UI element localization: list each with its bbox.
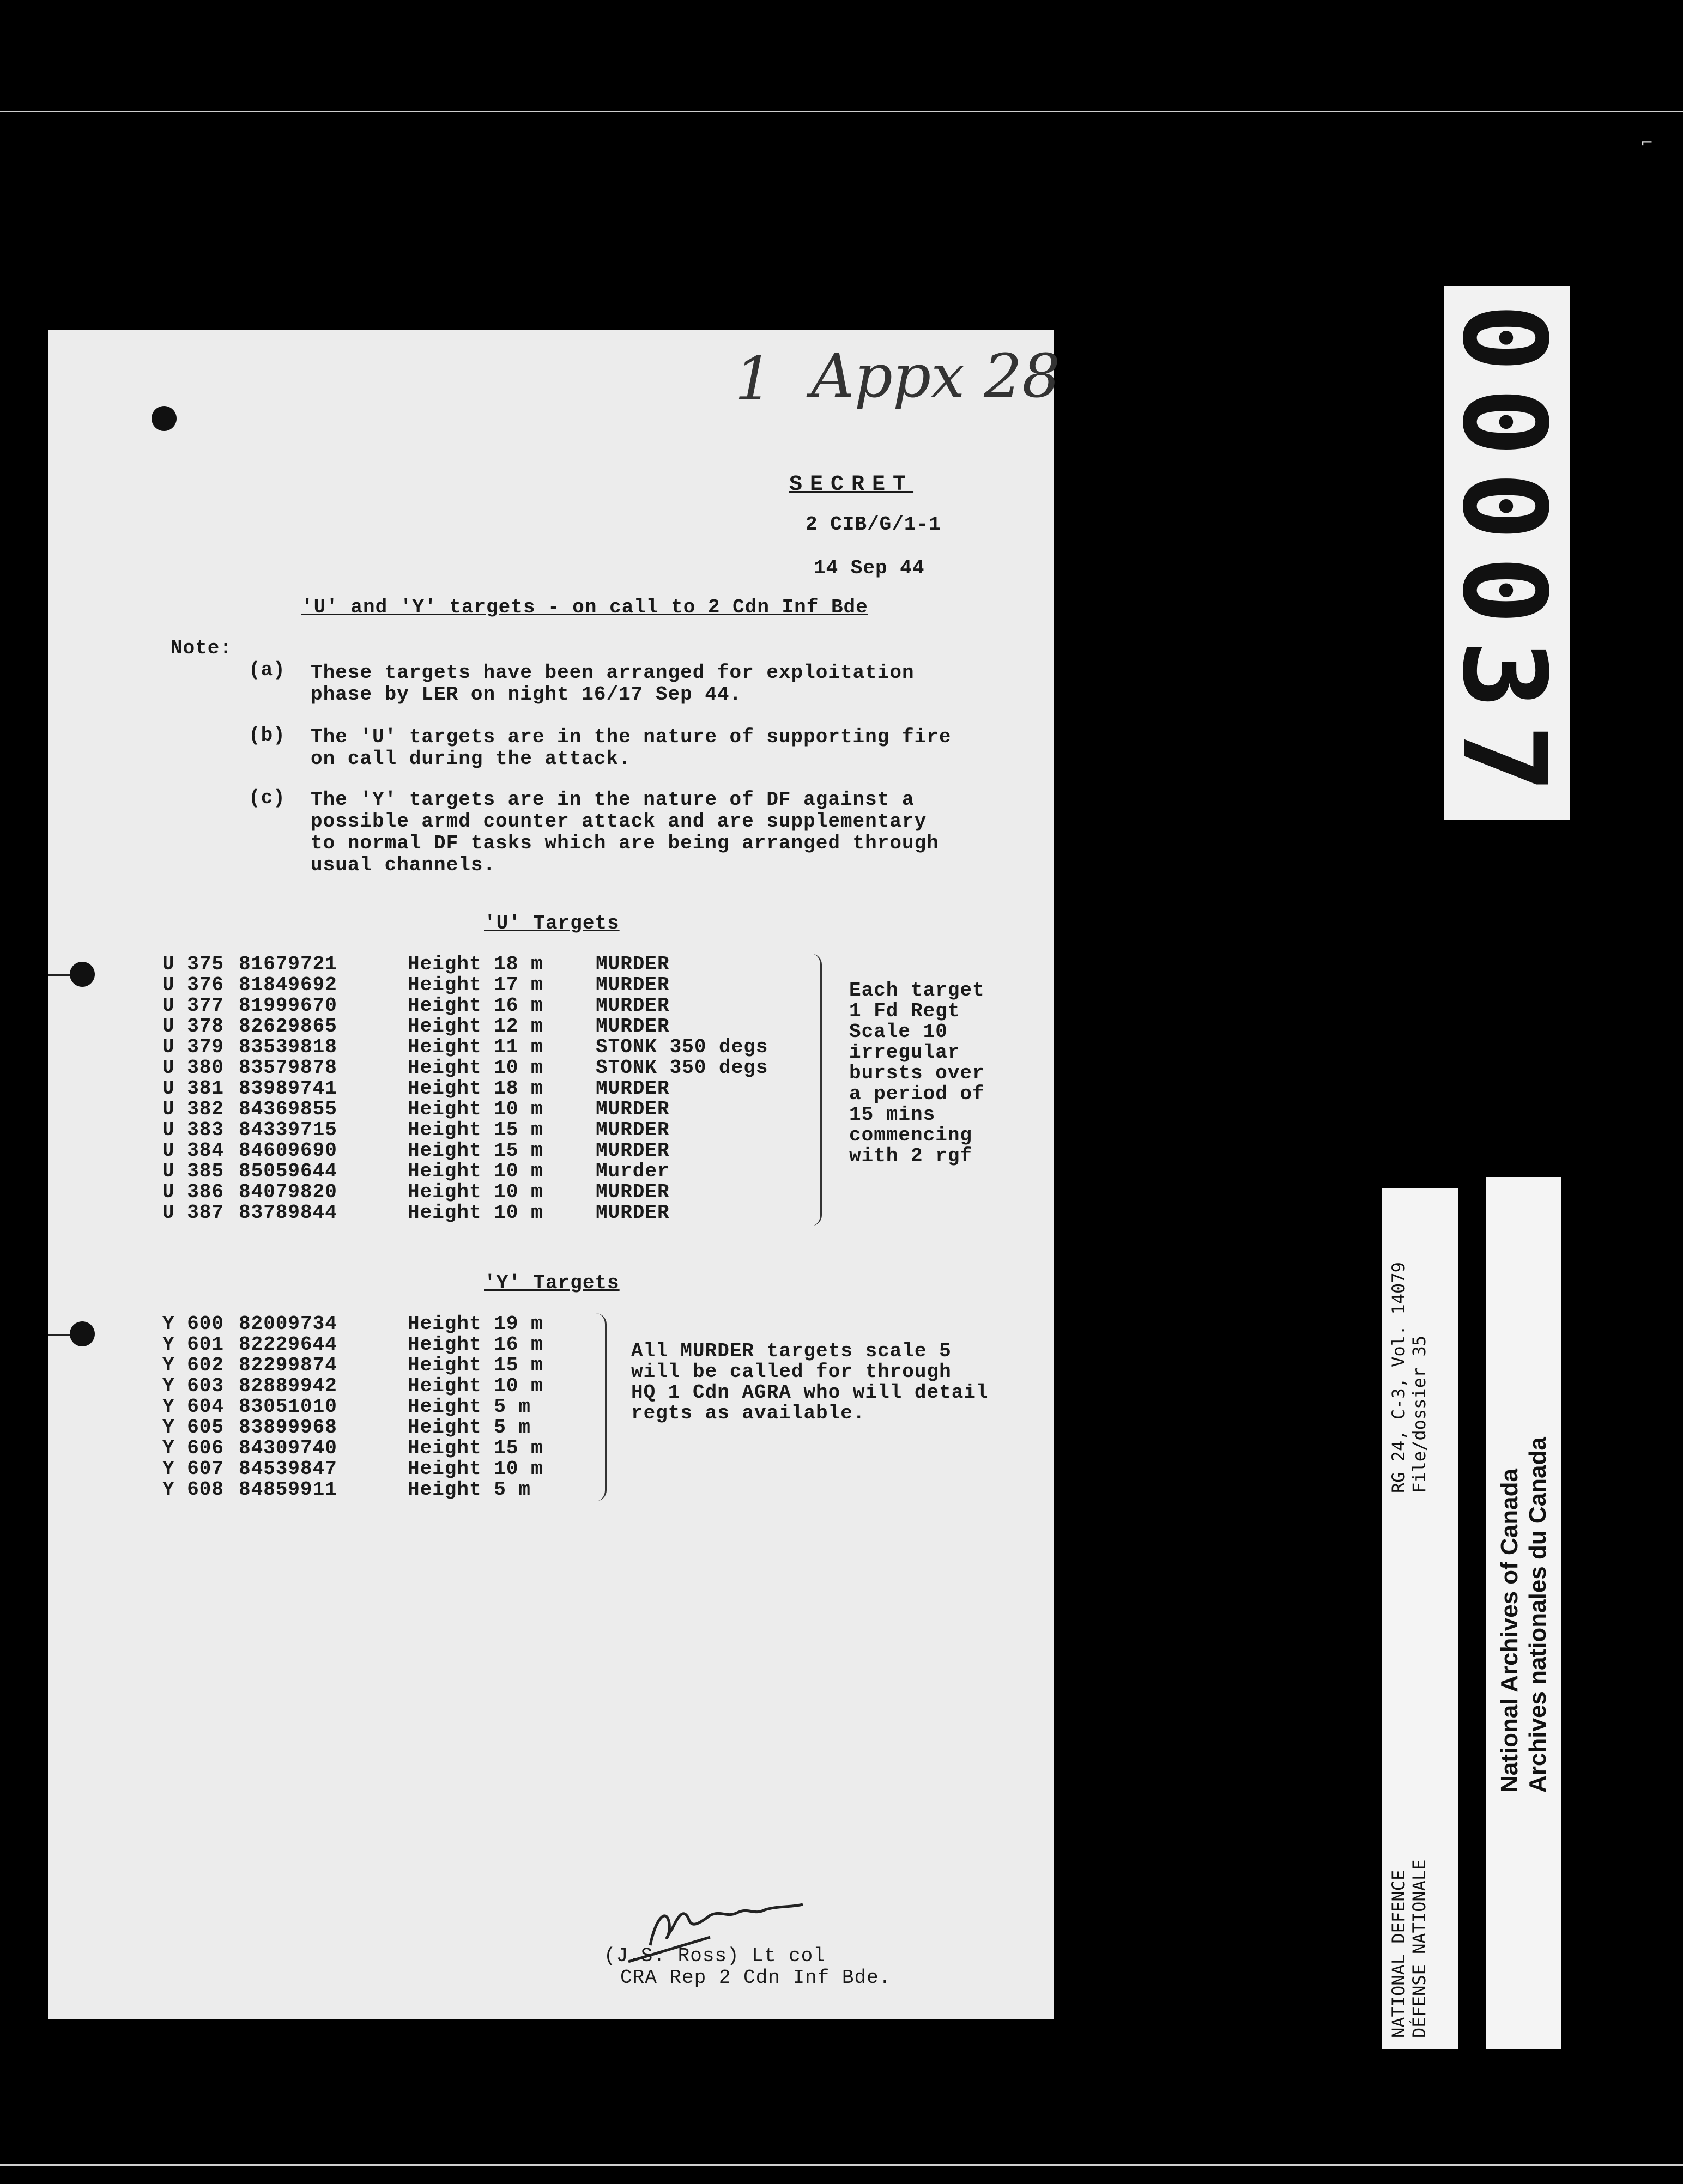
target-ref: 82229644 — [239, 1333, 337, 1356]
target-id: U 384 — [162, 1139, 225, 1162]
film-edge-bottom — [0, 2164, 1683, 2166]
target-id: U 379 — [162, 1036, 225, 1058]
target-height: Height 15 m — [408, 1437, 543, 1459]
target-height: Height 15 m — [408, 1139, 543, 1162]
note-line: Each target — [849, 979, 985, 1002]
target-height: Height 10 m — [408, 1458, 543, 1480]
target-height: Height 18 m — [408, 953, 543, 975]
label-divider — [1458, 1188, 1486, 2033]
target-ref: 82299874 — [239, 1354, 337, 1376]
note-line: possible armd counter attack and are supplementary — [311, 810, 927, 833]
note-line: commencing — [849, 1124, 973, 1146]
target-ref: 83989741 — [239, 1077, 337, 1100]
target-height: Height 16 m — [408, 994, 543, 1017]
note-mark: (a) — [249, 659, 286, 681]
target-id: U 380 — [162, 1057, 225, 1079]
note-mark: (b) — [249, 724, 286, 747]
target-height: Height 17 m — [408, 974, 543, 996]
target-type: STONK 350 degs — [596, 1057, 768, 1079]
target-ref: 82009734 — [239, 1313, 337, 1335]
target-id: U 386 — [162, 1181, 225, 1203]
note-line: The 'Y' targets are in the nature of DF against a — [311, 788, 915, 811]
target-id: U 381 — [162, 1077, 225, 1100]
target-ref: 82629865 — [239, 1015, 337, 1038]
target-ref: 83899968 — [239, 1416, 337, 1439]
target-ref: 84309740 — [239, 1437, 337, 1459]
note-line: The 'U' targets are in the nature of supporting fire — [311, 726, 952, 748]
target-type: MURDER — [596, 1139, 670, 1162]
target-id: U 385 — [162, 1160, 225, 1182]
note-line: phase by LER on night 16/17 Sep 44. — [311, 683, 742, 706]
brace — [593, 1313, 607, 1501]
target-id: Y 604 — [162, 1396, 225, 1418]
target-height: Height 11 m — [408, 1036, 543, 1058]
target-ref: 83789844 — [239, 1202, 337, 1224]
punch-hole-icon — [152, 406, 177, 431]
document-date: 14 Sep 44 — [814, 557, 925, 579]
frame-number: 000037 — [1437, 303, 1571, 809]
target-id: U 382 — [162, 1098, 225, 1120]
target-height: Height 10 m — [408, 1181, 543, 1203]
note-line: to normal DF tasks which are being arranged through — [311, 832, 939, 854]
note-line: Scale 10 — [849, 1021, 948, 1043]
target-id: U 378 — [162, 1015, 225, 1038]
target-ref: 83051010 — [239, 1396, 337, 1418]
target-ref: 83579878 — [239, 1057, 337, 1079]
target-id: Y 605 — [162, 1416, 225, 1439]
handwritten-appendix-ref: Appx 28 — [811, 341, 1061, 411]
target-type: MURDER — [596, 1181, 670, 1203]
note-mark: (c) — [249, 787, 286, 809]
target-ref: 81849692 — [239, 974, 337, 996]
target-ref: 82889942 — [239, 1375, 337, 1397]
target-height: Height 10 m — [408, 1057, 543, 1079]
signatory-role: CRA Rep 2 Cdn Inf Bde. — [620, 1967, 892, 1989]
target-height: Height 10 m — [408, 1098, 543, 1120]
note-line: regts as available. — [631, 1402, 865, 1424]
target-height: Height 5 m — [408, 1396, 531, 1418]
target-type: Murder — [596, 1160, 670, 1182]
target-id: Y 603 — [162, 1375, 225, 1397]
target-height: Height 19 m — [408, 1313, 543, 1335]
target-height: Height 5 m — [408, 1416, 531, 1439]
label-panel-left — [1382, 1188, 1458, 2049]
target-type: STONK 350 degs — [596, 1036, 768, 1058]
note-line: irregular — [849, 1041, 960, 1064]
signatory-name: (J.S. Ross) Lt col — [604, 1945, 826, 1967]
target-ref: 81999670 — [239, 994, 337, 1017]
target-id: U 377 — [162, 994, 225, 1017]
target-type: MURDER — [596, 1077, 670, 1100]
u-targets-heading: 'U' Targets — [484, 912, 620, 935]
target-height: Height 12 m — [408, 1015, 543, 1038]
note-line: 1 Fd Regt — [849, 1000, 960, 1022]
note-line: with 2 rgf — [849, 1145, 973, 1167]
note-line: a period of — [849, 1083, 985, 1105]
binder-tick — [48, 1334, 70, 1336]
target-id: Y 602 — [162, 1354, 225, 1376]
target-height: Height 10 m — [408, 1375, 543, 1397]
file-dossier: File/dossier 35 — [1409, 1336, 1430, 1493]
target-type: MURDER — [596, 1202, 670, 1224]
target-id: Y 608 — [162, 1478, 225, 1501]
note-line: bursts over — [849, 1062, 985, 1084]
dept-en: NATIONAL DEFENCE — [1388, 1870, 1409, 2038]
binder-tick — [48, 974, 70, 976]
target-height: Height 15 m — [408, 1354, 543, 1376]
target-id: Y 601 — [162, 1333, 225, 1356]
punch-hole-icon — [70, 1321, 95, 1346]
document-page — [48, 330, 1061, 2019]
target-ref: 84859911 — [239, 1478, 337, 1501]
rg-reference: RG 24, C-3, Vol. 14079 — [1388, 1262, 1409, 1493]
handwritten-mark: 1 — [735, 344, 773, 414]
target-type: MURDER — [596, 1119, 670, 1141]
target-id: U 383 — [162, 1119, 225, 1141]
corner-mark-icon: ⌐ — [1640, 134, 1654, 151]
note-line: on call during the attack. — [311, 748, 631, 770]
target-type: MURDER — [596, 1098, 670, 1120]
y-targets-heading: 'Y' Targets — [484, 1272, 620, 1294]
target-id: U 375 — [162, 953, 225, 975]
target-height: Height 5 m — [408, 1478, 531, 1501]
target-ref: 84539847 — [239, 1458, 337, 1480]
note-line: usual channels. — [311, 854, 496, 876]
target-ref: 84609690 — [239, 1139, 337, 1162]
note-label: Note: — [171, 637, 233, 659]
target-ref: 84369855 — [239, 1098, 337, 1120]
note-line: HQ 1 Cdn AGRA who will detail — [631, 1381, 989, 1404]
target-ref: 85059644 — [239, 1160, 337, 1182]
target-type: MURDER — [596, 994, 670, 1017]
target-type: MURDER — [596, 974, 670, 996]
note-line: All MURDER targets scale 5 — [631, 1340, 952, 1362]
target-height: Height 16 m — [408, 1333, 543, 1356]
brace — [808, 954, 822, 1226]
target-ref: 83539818 — [239, 1036, 337, 1058]
note-line: 15 mins — [849, 1103, 936, 1126]
document-title: 'U' and 'Y' targets - on call to 2 Cdn Inf Bde — [301, 596, 868, 618]
punch-hole-icon — [70, 962, 95, 987]
target-ref: 81679721 — [239, 953, 337, 975]
classification-stamp: SECRET — [789, 472, 914, 497]
frame-counter — [1437, 286, 1571, 820]
archives-en: National Archives of Canada — [1496, 1469, 1523, 1793]
target-ref: 84339715 — [239, 1119, 337, 1141]
target-height: Height 15 m — [408, 1119, 543, 1141]
archive-label — [1382, 1177, 1561, 2049]
target-height: Height 18 m — [408, 1077, 543, 1100]
target-id: Y 600 — [162, 1313, 225, 1335]
target-ref: 84079820 — [239, 1181, 337, 1203]
target-height: Height 10 m — [408, 1202, 543, 1224]
dept-fr: DÉFENSE NATIONALE — [1409, 1859, 1430, 2038]
target-height: Height 10 m — [408, 1160, 543, 1182]
target-id: Y 607 — [162, 1458, 225, 1480]
archives-fr: Archives nationales du Canada — [1524, 1437, 1551, 1793]
target-id: Y 606 — [162, 1437, 225, 1459]
film-edge-top — [0, 111, 1683, 112]
note-line: will be called for through — [631, 1361, 952, 1383]
note-line: These targets have been arranged for exploitation — [311, 662, 915, 684]
target-type: MURDER — [596, 953, 670, 975]
target-id: U 376 — [162, 974, 225, 996]
label-panel-right — [1486, 1177, 1561, 2049]
target-type: MURDER — [596, 1015, 670, 1038]
target-id: U 387 — [162, 1202, 225, 1224]
file-reference: 2 CIB/G/1-1 — [806, 513, 941, 536]
